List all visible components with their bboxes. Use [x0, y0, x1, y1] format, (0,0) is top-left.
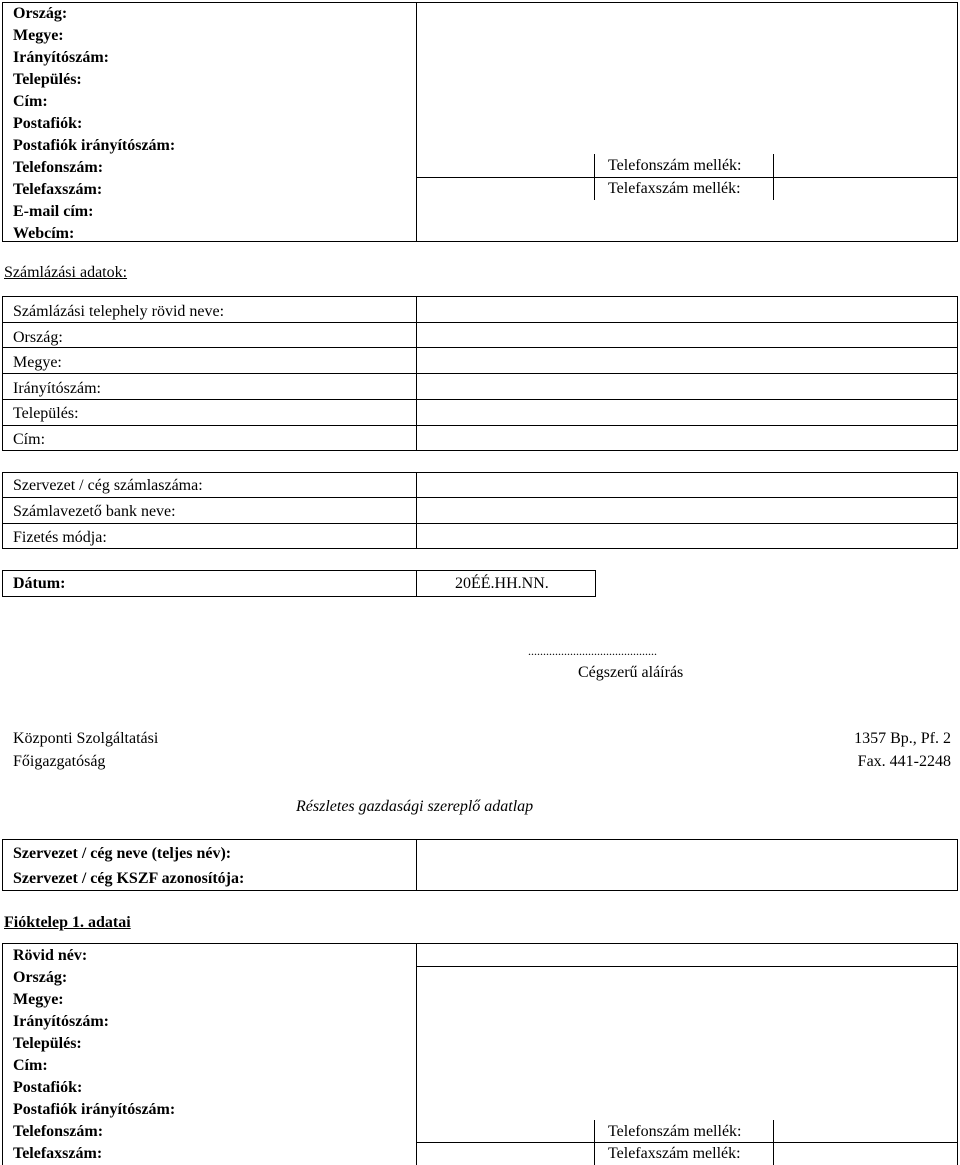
account-number-field[interactable] — [418, 474, 956, 496]
bank-row-line — [2, 497, 958, 498]
city-label: Település: — [13, 71, 82, 88]
branch-value-field[interactable] — [418, 968, 956, 1118]
org-name-line1: Központi Szolgáltatási — [13, 730, 159, 747]
billing-country-field[interactable] — [418, 324, 956, 346]
org-full-name-label: Szervezet / cég neve (teljes név): — [13, 845, 232, 862]
county-label: Megye: — [13, 27, 64, 44]
billing-row-line — [2, 399, 958, 400]
email-label: E-mail cím: — [13, 203, 94, 220]
org-table-divider — [416, 839, 417, 891]
postal-address: 1357 Bp., Pf. 2 — [854, 730, 951, 747]
signature-label: Cégszerű aláírás — [578, 664, 684, 681]
billing-country-label: Ország: — [13, 329, 63, 346]
branch-country-label: Ország: — [13, 969, 68, 986]
billing-site-name-label: Számlázási telephely rövid neve: — [13, 303, 225, 320]
branch-phone-ext-label: Telefonszám mellék: — [608, 1123, 742, 1140]
billing-postal-code-field[interactable] — [418, 375, 956, 398]
fax-label: Telefaxszám: — [13, 181, 103, 198]
org-full-name-field[interactable] — [418, 841, 956, 865]
branch-po-box-label: Postafiók: — [13, 1079, 83, 1096]
billing-address-label: Cím: — [13, 431, 46, 448]
branch-short-name-field[interactable] — [418, 945, 956, 965]
postal-code-label: Irányítószám: — [13, 49, 109, 66]
contact-value-field[interactable] — [418, 4, 956, 152]
org-kszf-id-label: Szervezet / cég KSZF azonosítója: — [13, 870, 245, 887]
billing-county-label: Megye: — [13, 354, 62, 371]
fax-ext-label: Telefaxszám mellék: — [608, 180, 741, 197]
bank-row-line — [2, 523, 958, 524]
branch-phone-label: Telefonszám: — [13, 1123, 104, 1140]
fax-ext-field[interactable] — [775, 179, 957, 199]
billing-heading: Számlázási adatok: — [4, 264, 128, 281]
branch-table-divider — [416, 943, 417, 1165]
billing-row-line — [2, 373, 958, 374]
phone-ext-field[interactable] — [775, 156, 957, 176]
billing-city-field[interactable] — [418, 401, 956, 424]
date-table-divider — [416, 570, 417, 597]
address-label: Cím: — [13, 93, 48, 110]
billing-site-name-field[interactable] — [418, 298, 956, 321]
org-kszf-id-field[interactable] — [418, 866, 956, 890]
fax-number: Fax. 441-2248 — [857, 753, 951, 770]
billing-row-line — [2, 322, 958, 323]
contact-table-divider — [416, 2, 417, 242]
branch-phone-ext-field[interactable] — [775, 1121, 957, 1141]
branch-fax-ext-field[interactable] — [775, 1144, 957, 1164]
branch-po-box-postal-code-label: Postafiók irányítószám: — [13, 1101, 176, 1118]
country-label: Ország: — [13, 5, 68, 22]
date-label: Dátum: — [13, 575, 66, 592]
branch-short-name-label: Rövid név: — [13, 947, 88, 964]
bank-table-divider — [416, 472, 417, 549]
po-box-label: Postafiók: — [13, 115, 83, 132]
billing-row-line — [2, 347, 958, 348]
signature-line: ........................................... — [528, 644, 657, 658]
branch-fax-ext-label: Telefaxszám mellék: — [608, 1145, 741, 1162]
billing-county-field[interactable] — [418, 349, 956, 372]
payment-method-field[interactable] — [418, 525, 956, 548]
billing-row-line — [2, 425, 958, 426]
billing-address-field[interactable] — [418, 427, 956, 450]
branch-city-label: Település: — [13, 1035, 82, 1052]
payment-method-label: Fizetés módja: — [13, 529, 107, 546]
org-name-line2: Főigazgatóság — [13, 753, 106, 770]
date-field[interactable]: 20ÉÉ.HH.NN. — [455, 575, 549, 592]
account-number-label: Szervezet / cég számlaszáma: — [13, 477, 203, 494]
branch-address-label: Cím: — [13, 1057, 48, 1074]
po-box-postal-code-label: Postafiók irányítószám: — [13, 137, 176, 154]
branch-row-line — [416, 966, 958, 967]
phone-label: Telefonszám: — [13, 159, 104, 176]
bank-name-field[interactable] — [418, 499, 956, 522]
branch-fax-label: Telefaxszám: — [13, 1145, 103, 1162]
bank-name-label: Számlavezető bank neve: — [13, 503, 176, 520]
phone-ext-label: Telefonszám mellék: — [608, 157, 742, 174]
branch-postal-code-label: Irányítószám: — [13, 1013, 109, 1030]
billing-postal-code-label: Irányítószám: — [13, 380, 101, 397]
branch-heading: Fióktelep 1. adatai — [4, 914, 131, 931]
form-title: Részletes gazdasági szereplő adatlap — [296, 798, 534, 815]
branch-county-label: Megye: — [13, 991, 64, 1008]
billing-city-label: Település: — [13, 405, 79, 422]
web-label: Webcím: — [13, 225, 75, 242]
